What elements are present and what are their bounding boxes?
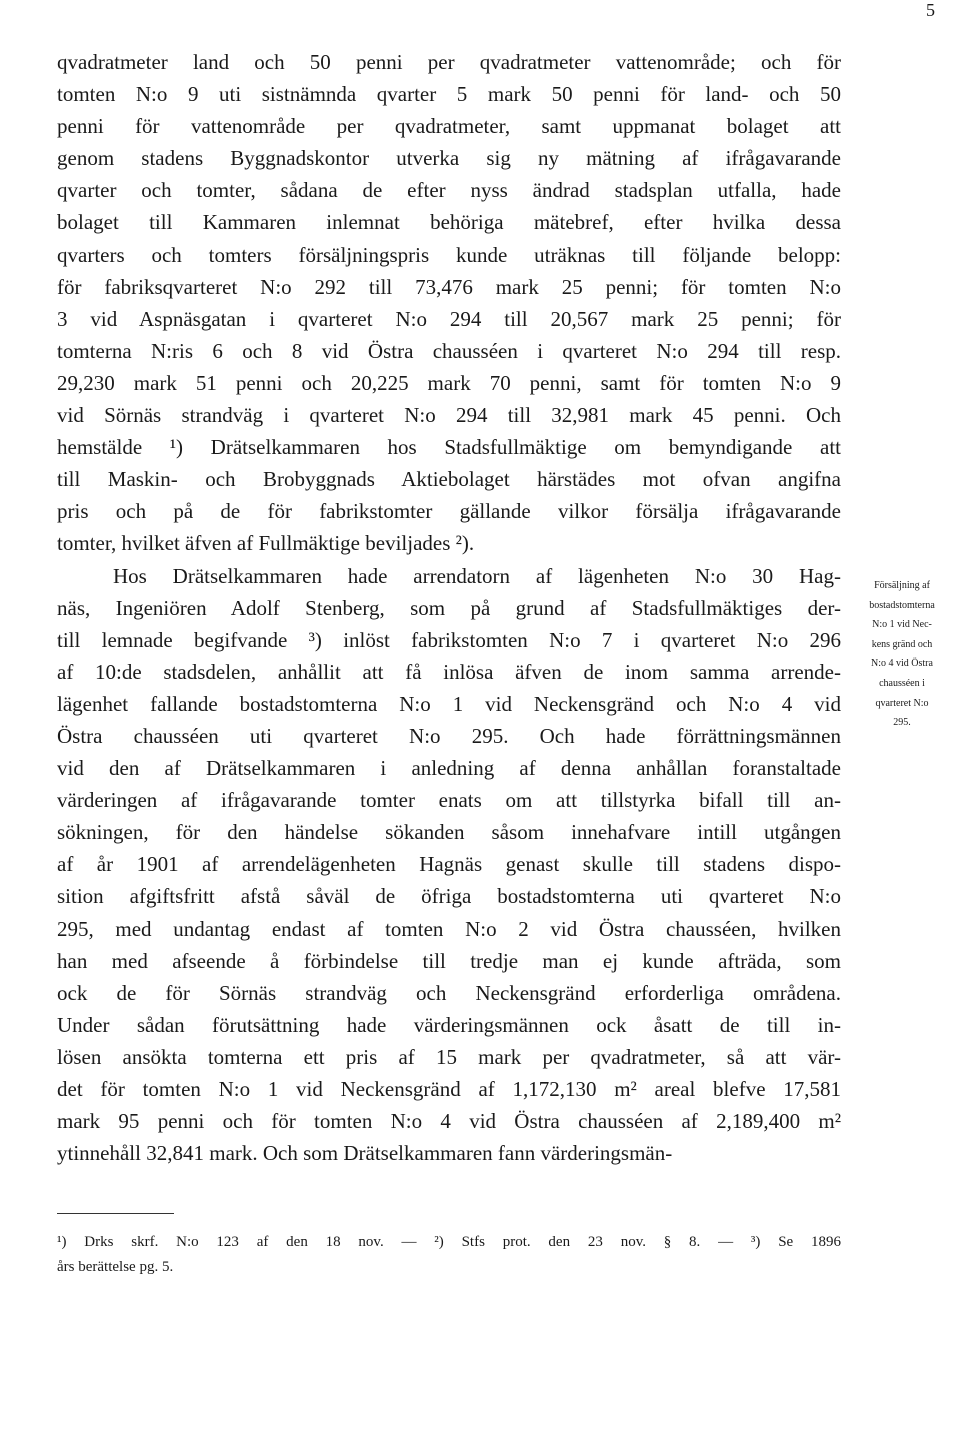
body-text-line: det för tomten N:o 1 vid Neckensgränd af 1,172,130 m² areal blefve 17,581 [57,1077,841,1101]
footnote-line: års berättelse pg. 5. [57,1259,174,1275]
body-text-line: ock de för Sörnäs strandväg och Neckensgränd erforderliga områdena. [57,980,841,1005]
body-text-line: lösen ansökta tomterna ett pris af 15 mark per qvadratmeter, så att vär- [57,1044,841,1069]
body-text-line: bolaget till Kammaren inlemnat behöriga mätebref, efter hvilka dessa [57,210,841,235]
body-text-line: 3 vid Aspnäsgatan i qvarteret N:o 294 till 20,567 mark 25 penni; för [57,306,841,331]
margin-note-line: N:o 1 vid Nec- [872,619,932,631]
body-text-line: han med afseende å förbindelse till tredje man ej kunde afträda, som [57,948,841,973]
footnotes [57,1230,841,1280]
body-text-line: genom stadens Byggnadskontor utverka sig ny mätning af ifrågavarande [57,146,841,171]
body-text-line: för fabriksqvarteret N:o 292 till 73,476 mark 25 penni; för tomten N:o [57,274,841,299]
body-text-line: värderingen af ifrågavarande tomter enats om att tillstyrka bifall till an- [57,788,841,813]
body-text-line: penni för vattenområde per qvadratmeter, samt uppmanat bolaget att [57,114,841,139]
body-text-line: tomten N:o 9 uti sistnämnda qvarter 5 mark 50 penni för land- och 50 [57,82,841,107]
margin-note-line: bostadstomterna [869,599,935,611]
margin-note-line: 295. [893,717,911,729]
body-text-line: 295, med undantag endast af tomten N:o 2 vid Östra chausséen, hvilken [57,916,841,941]
margin-note [846,576,958,733]
body-text-line: tomterna N:ris 6 och 8 vid Östra chausséen i qvarteret N:o 294 till resp. [57,338,841,363]
body-text-line: till lemnade begifvande ³) inlöst fabrikstomten N:o 7 i qvarteret N:o 296 [57,627,841,652]
margin-note-line: N:o 4 vid Östra [871,658,933,670]
main-text [57,46,841,1169]
footnote-rule [57,1213,174,1214]
margin-note-line: chausséen i [879,677,925,689]
body-text-line: näs, Ingeniören Adolf Stenberg, som på grund af Stadsfullmäktiges der- [57,595,841,620]
body-text-line: 29,230 mark 51 penni och 20,225 mark 70 penni, samt för tomten N:o 9 [57,370,841,395]
body-text-line: qvadratmeter land och 50 penni per qvadratmeter vattenområde; och för [57,50,841,74]
margin-note-line: kens gränd och [871,638,933,650]
footnote-line: ¹) Drks skrf. N:o 123 af den 18 nov. — ²) Stfs prot. den 23 nov. § 8. — ³) Se 1896 [57,1234,841,1250]
body-text-line: vid den af Drätselkammaren i anledning af denna anhållan foranstaltade [57,756,841,781]
body-text-line: Östra chausséen uti qvarteret N:o 295. Och hade förrättningsmännen [57,723,841,748]
body-text-line: Under sådan förutsättning hade värderingsmännen ock åsatt de till in- [57,1012,841,1037]
body-text-line: lägenhet fallande bostadstomterna N:o 1 vid Neckensgränd och N:o 4 vid [57,691,841,716]
body-text-line: sition afgiftsfritt afstå såväl de öfriga bostadstomterna uti qvarteret N:o [57,884,841,909]
body-text-line: qvarters och tomters försäljningspris kunde uträknas till följande belopp: [57,242,841,267]
body-text-line: mark 95 penni och för tomten N:o 4 vid Östra chausséen af 2,189,400 m² [57,1109,841,1134]
body-text-line: till Maskin- och Brobyggnads Aktiebolaget härstädes mot ofvan angifna [57,467,841,492]
body-text-line: ytinnehåll 32,841 mark. Och som Drätselkammaren fann värderingsmän- [57,1141,673,1166]
body-text-line: qvarter och tomter, sådana de efter nyss ändrad stadsplan utfalla, hade [57,178,841,203]
body-text-line: sökningen, för den händelse sökanden såsom innehafvare intill utgången [57,820,841,845]
body-text-line: hemstälde ¹) Drätselkammaren hos Stadsfullmäktige om bemyndigande att [57,435,841,460]
body-text-line: pris och på de för fabrikstomter gällande vilkor försälja ifrågavarande [57,499,841,524]
body-text-line: af 10:de stadsdelen, anhållit att få inlösa äfven de inom samma arrende- [57,659,841,684]
margin-note-line: Försäljning af [874,580,930,591]
page-number: 5 [926,0,935,20]
body-text-line: Hos Drätselkammaren hade arrendatorn af lägenheten N:o 30 Hag- [113,563,841,588]
body-text-line: tomter, hvilket äfven af Fullmäktige beviljades ²). [57,531,475,556]
body-text-line: af år 1901 af arrendelägenheten Hagnäs genast skulle till stadens dispo- [57,852,841,877]
body-text-line: vid Sörnäs strandväg i qvarteret N:o 294 till 32,981 mark 45 penni. Och [57,403,841,428]
margin-note-line: qvarteret N:o [875,697,929,709]
